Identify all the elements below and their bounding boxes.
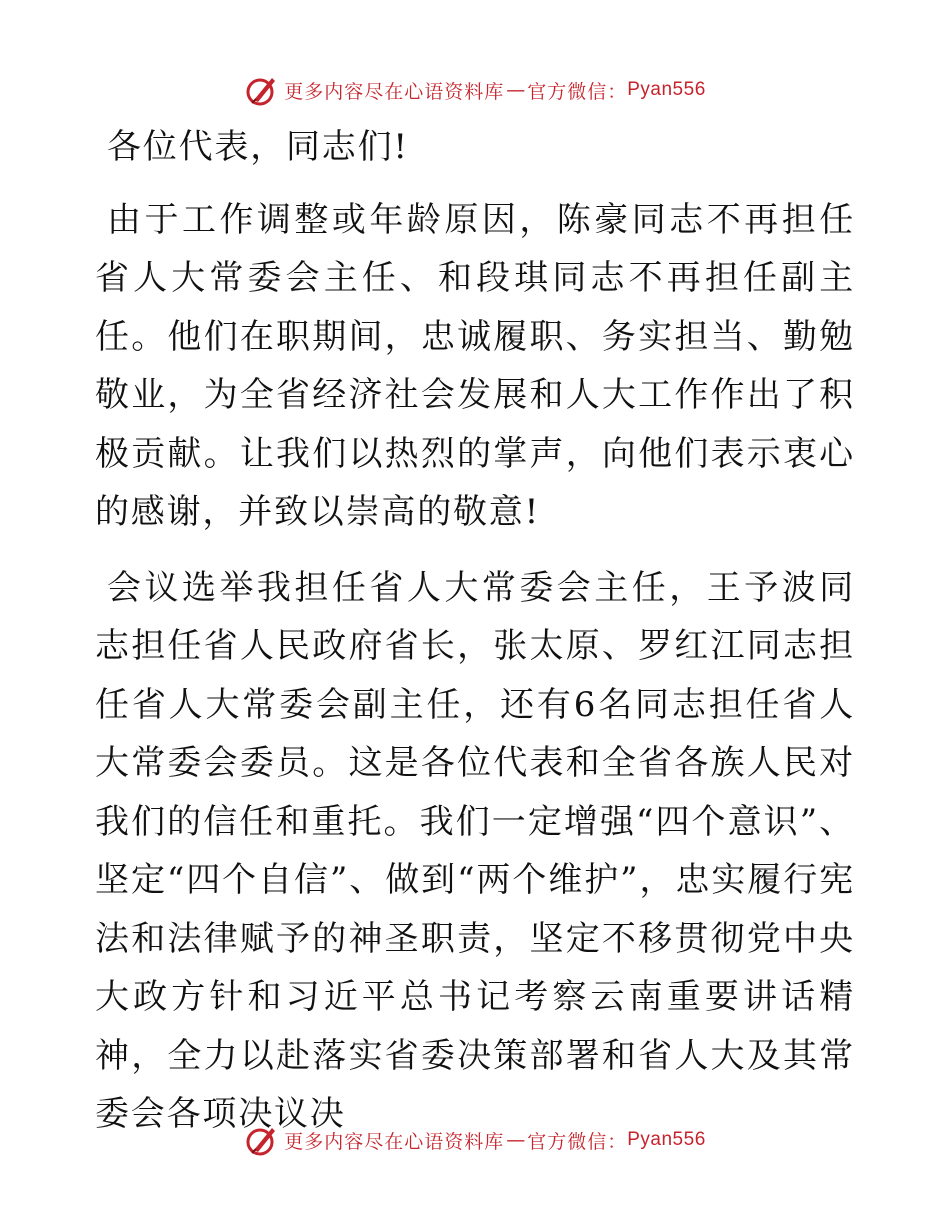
banner-wechat-id: Pyan556 (627, 1129, 706, 1150)
banner-wechat-label: 官方微信： (527, 80, 628, 103)
quill-logo-icon (244, 1122, 280, 1158)
paragraph-1: 由于工作调整或年龄原因，陈豪同志不再担任省人大常委会主任、和段琪同志不再担任副主任。他们在职期间，忠诚履职、务实担当、勤勉敬业，为全省经济社会发展和人大工作作出了积极贡献。让我们以热烈的掌声，向他们表示衷心的感谢，并致以崇高的敬意! (95, 199, 855, 532)
document-body (95, 118, 855, 1144)
paragraph-2: 会议选举我担任省人大常委会主任，王予波同志担任省人民政府省长，张太原、罗红江同志担任省人大常委会副主任，还有6名同志担任省人大常委会委员。这是各位代表和全省各族人民对我们的信任和重托。我们一定增强“四个意识”、坚定“四个自信”、做到“两个维护”，忠实履行宪法和法律赋予的神圣职责，坚定不移贯彻党中央大政方针和习近平总书记考察云南重要讲话精神，全力以赴落实省委决策部署和省人大及其常委会各项决议决 (95, 567, 855, 1134)
banner-dash: — (506, 1129, 526, 1151)
banner-wechat-label: 官方微信： (527, 1130, 628, 1153)
banner-brand: 更多内容尽在心语资料库 (284, 1130, 505, 1153)
footer-banner (0, 1120, 950, 1160)
quill-logo-icon (244, 72, 280, 108)
greeting: 各位代表，同志们! (107, 127, 409, 167)
header-banner (0, 70, 950, 110)
banner-wechat-id: Pyan556 (627, 79, 706, 100)
banner-brand: 更多内容尽在心语资料库 (284, 80, 505, 103)
banner-dash: — (506, 79, 526, 101)
